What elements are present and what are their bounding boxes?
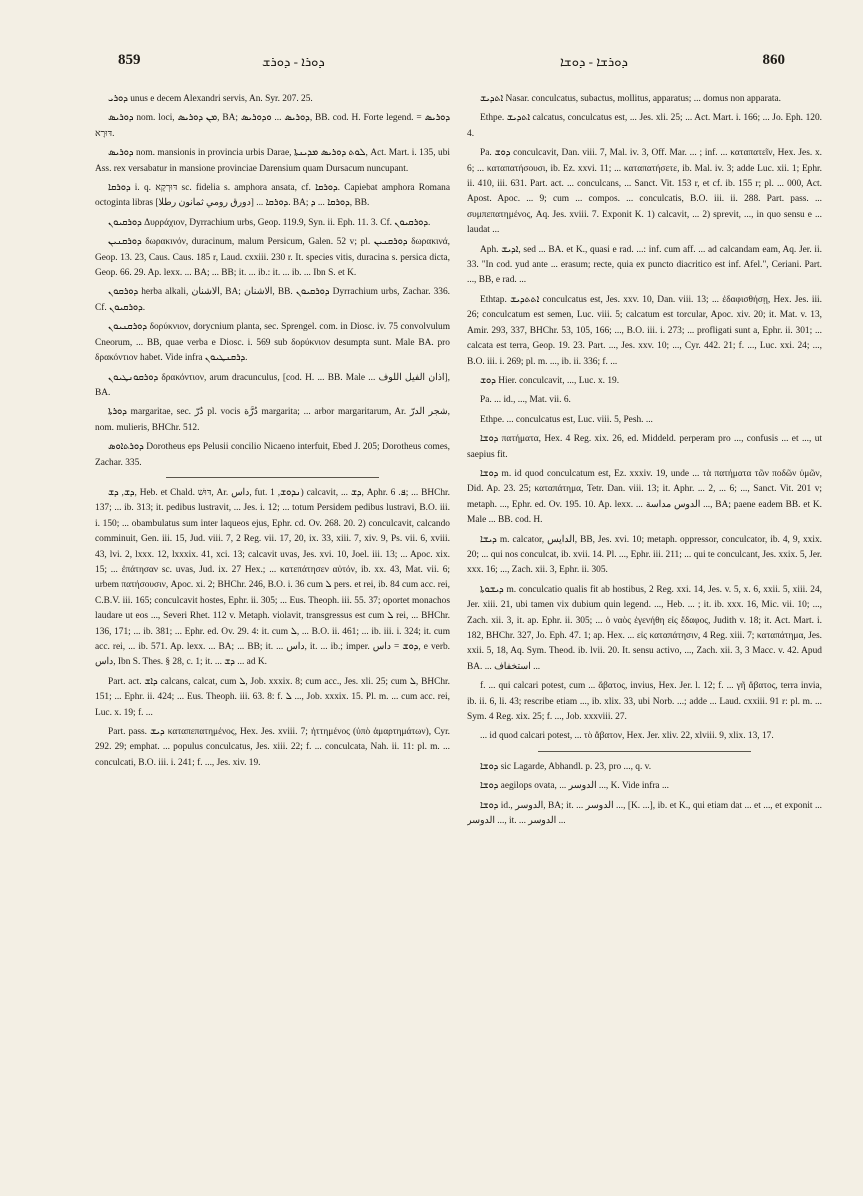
dictionary-entry: Pa. ܕܘܫ conculcavit, Dan. viii. 7, Mal. iv. 3, Off. Mar. ... ; inf. ... καταπατεῖν, Hex. Jes. x. 6; ... καταπατήσουσι, ib. Ez. xxvi. 11; ... καταπατήσετε, ib. Mal. iv. 3; adde Luc. xii. 1; Ephr. ii. 410, iii. 631. Part. act. ... conculcans, ... Sanct. Vit. 153 r, et cf. ib. 155 r; pl. ... 000, Act. Apost. Apoc. ... 9; cum ... compos. ... conculcatis, B.O. iii. ii. 288. Part. pass. ... συμπεπατημένος, Aq. Jes. xviii. 7. Exponit K. 1) calcavit, ... 2) sprevit, ..., in quo sensu e ... laudat ... xyxy=(467,148,822,236)
dictionary-entry: ܕܘܪܬܐ margaritae, sec. دُرّ pl. vocis دُرَّة margarita; ... arbor margaritarum, Ar. شجر الدرّ, nom. mulieris, BHChr. 512. xyxy=(95,407,450,433)
running-header xyxy=(0,52,863,76)
dictionary-entry: ܕܘܫܐ aegilops ovata, ... الدوسر ..., K. Vide infra ... xyxy=(480,781,669,792)
dictionary-entry: Ethpe. ... conculcatus est, Luc. viii. 5, Pesh. ... xyxy=(480,414,653,425)
dictionary-entry: ܕܘܪܬܐܘܣ Dorotheus eps Pelusii concilio Nicaeno interfuit, Ebed J. 205; Dorotheus comes, Zachar. 335. xyxy=(95,442,450,468)
dictionary-entry: ܕܘܫܐ m. id quod conculcatum est, Ez. xxxiv. 19, unde ... τὰ πατήματα τῶν ποδῶν ὑμῶν, Did. Ap. 23. 25; καταπάτημα, Tetr. Dan. viii. 13; it. Aphr. ... 2, ... 6; ..., Sanct. Vit. 201 v; metaph. ..., Ephr. ed. Ov. 195. 10. Ap. lexx. ... الدوس مداسة ..., BA; paene eadem BB. et K. Male ... BB. cod. H. xyxy=(467,468,822,526)
dictionary-entry: Ethpe. ܐܬܕܝܫ calcatus, conculcatus est, ... Jes. xli. 25; ... Act. Mart. i. 166; ... Jo. Eph. 120. 4. xyxy=(467,113,822,139)
dictionary-entry: Pa. ... id., ..., Mat. vii. 6. xyxy=(480,395,571,406)
dictionary-entry: ܕܘܪܩܝܘܢ Δυρράχιον, Dyrrachium urbs, Geop. 119.9, Syn. ii. Eph. 11. 3. Cf. ܕܘܪܩܝܘܢ. xyxy=(108,217,431,228)
right-block-2 xyxy=(467,760,822,830)
dictionary-entry: ܕܝܫܐ m. calcator, الدايس, BB, Jes. xvi. 10; metaph. oppressor, conculcator, ib. 4, 9, xxix. 20; ... qui nos conculcat, ib. xvii. 14. Pl. ..., Ephr. iii. 211; ... qui te conculcant, Jes. xxix. 5, Jer. xxx. 16; ..., Zach. xii. 3, Ephr. ii. 305. xyxy=(467,534,822,576)
dictionary-entry: Part. act. ܕܐܫ calcans, calcat, cum ܠ, Job. xxxix. 8; cum acc., Jes. xli. 25; cum ܠ, BHChr. 151; ... Ephr. ii. 424; ... Eus. Theoph. iii. 63. 8: f. ܠ ..., Job. xxxix. 15. Pl. m. ... cum acc. rei, Luc. x. 19; f. ... xyxy=(95,676,450,718)
dictionary-entry: ܕܘܪܝܣ nom. loci, ܡܢ ܕܘܪܝܣ, BA; ܕܘܪܝܣ ... ܘܕܘܪܝܣ, BB. cod. H. Forte legend. ܕܘܪܝܣ = דּוּרָא. xyxy=(95,113,450,139)
section-divider xyxy=(166,477,379,478)
dictionary-entry: ... id quod calcari potest, ... τὸ ἄβατον, Hex. Jer. xliv. 22, xlviii. 9, xlix. 13, 17. xyxy=(480,731,774,742)
right-running-headword: ܕܘܪܫܐ - ܕܘܫܐ xyxy=(560,54,628,69)
right-block-1 xyxy=(467,92,822,745)
dictionary-entry: Aph. ܐܕܝܫ, sed ... BA. et K., quasi e rad. ...: inf. cum aff. ... ad calcandam eam, Aq. Jer. ii. 33. "In cod. yud ante ... erasum; recte, quia ex puncto diacritico est inf. Afel.", Ceriani. Part. ..., BB, e rad. ... xyxy=(467,244,822,286)
dictionary-entry: ܕܘܪܩܘܢܛܝܘܢ δρακόντιον, arum dracunculus, [cod. H. ... BB. Male ... اذان الفيل اللوف], BA. xyxy=(95,372,450,398)
dictionary-entry: ܕܘܪܩܢܝܘܢ δορύκνιον, dorycnium planta, sec. Sprengel. com. in Diosc. iv. 75 convolvulum Cneorum, ... BB, quae verba e Diosc. i. 569 sub δορύκνιον desumpta sunt. Male BA. pro δρακόντιον habet. Vide infra ܕܪܩܢܛܝܘܢ. xyxy=(95,322,450,364)
right-page-number: 860 xyxy=(762,52,785,68)
dictionary-entry: ܕܝܫܘܬܐ m. conculcatio qualis fit ab hostibus, 2 Reg. xxi. 14, Jes. v. 5, x. 6, xxii. 5, xiii. 24, Jer. xiii. 21, ubi tamen vix dubium quin legend. ..., Heb. ... ; it. ib. xxx. 16, Mic. vii. 10; ..., Zach. xii. 3, it. ap. Ephr. ii. 305; ... ὁ ναὸς ἐγενήθη εἰς ἔδαφος, Judith v. 18; it. Act. Mart. i. 182, BHChr. 327, Jo. Eph. 47. 1; ap. Hex. ... εἰς καταπάτησιν, 4 Reg. xiii. 7; καταπάτημα, Jes. xxii. 5, 18, Aq. Sym. Theod. ib. lvii. 20. It. sensu activo, ..., Zach. xii. 3, 3 Macc. v. 42. Apud BA. ... استخفاف ... xyxy=(467,584,822,672)
right-column xyxy=(467,92,822,1182)
dictionary-entry: ܕܫ, ܕܫ, Heb. et Chald. דּוּשׁ, Ar. داس, fut. ܢܕܘܫ, 1) calcavit, ... ܕܫ, Aphr. ܦ. 6; ... BHChr. 137; ... ib. 313; it. pedibus lustravit, ... Jes. i. 12; ... totum Persidem pedibus lustravi, B.O. iii. i. 150; ... obambulatus sum inter laqueos ejus, Ephr. cd. Ov. 268. 20. 2) conculcavit, calcando comminuit, Gen. iii. 15, Jud. viii. 7, 2 Reg. vii. 17, 20, ix. 33, xiii. 7, xiv. 9, Ps. vii. 6, xviii. 43, lvi. 2, lxxx. 12, lxxxix. 41, xci. 13; calcavit uvas, Jes. xvi. 10, Joel. iii. 13; ... Apoc. xix. 15; ... ἐπάτησαν sc. uvas, Jud. ix. 27 Hex.; ... κατεπάτησεν αὐτόν, ib. xx. 43, Mat. vii. 6; urbem πατήσουσιν, Apoc. xi. 2; BHChr. 246, B.O. i. 36 cum ܠ pers. et rei, ib. 84 cum acc. rei, C.B.V. iii. 165; conculcavit hostes, Ephr. ii. 305; ... Eus. Theoph. iii. 55. 37; oportet monachos laudare ut eos ..., Severi Rhet. 112 v. Metaph. violavit, transgressus est cum ܠ rei, ... BHChr. 136, 171; ... ib. 381; ... Ephr. ed. Ov. 29. 4: it. cum ܠ, ... B.O. ii. 461; ... ib. iii. i. 324; it. cum acc. rei, ... ib. 571. Ap. lexx. ... BA; ... BB; it. ... داس, it. ... ib.; imper. ܕܘܫ = داس, e verb. داس, Ibn S. Thes. § 28, c. 1; it. ... ܕܫ ... ad K. xyxy=(95,487,450,668)
dictionary-entry: ܐܬܕܝܫ Nasar. conculcatus, subactus, mollitus, apparatus; ... domus non apparata. xyxy=(480,94,781,104)
left-page-number: 859 xyxy=(118,52,141,68)
left-running-headword: ܕܘܪܐ - ܕܘܪܫ xyxy=(262,54,325,69)
dictionary-entry: ܕܘܪܩܢܝܢ δωρακινόν, duracinum, malum Persicum, Galen. 52 v; pl. ܕܘܪܩܢܝܢ δωρακινά, Geop. 13. 23, Caus. Caus. 185 r, Laud. cxxiii. 230 r. It. species vitis, duracina s. persica dicta, Geop. 66. 29. Ap. lexx. ... BA; ... BB; it. ... ib.: it. ... ib. ... Ibn S. et K. xyxy=(95,237,450,279)
dictionary-entry: ܕܘܪܩܘܢ herba alkali, الاشنان, BA; الاشنان, BB. ܕܘܪܩܝܘܢ Dyrrachium urbs, Zachar. 336. Cf. ܕܘܪܩܝܘܢ. xyxy=(95,287,450,313)
dictionary-entry: ܕܘܪܩܐ i. q. דּוּרְקָא sc. fidelia s. amphora ansata, cf. ܕܘܪܩܐ. Capiebat amphora Romana octoginta libras ܕܘܪܩܐ ... [دورق رومي ثمانون رطلا]. BA; ܕܘܪܩܐ ... ܕ, BB. xyxy=(95,183,450,209)
dictionary-entry: ܕܘܫܐ id., الدوسر, BA; it. ... الدوسر ..., [K. ...], ib. et K., qui etiam dat ... et ..., et exponit ... الدوسر ..., it. ... الدوسر ... xyxy=(467,800,822,827)
dictionary-entry: ܕܘܪܝ unus e decem Alexandri servis, An. Syr. 207. 25. xyxy=(108,94,313,104)
left-column xyxy=(95,92,450,1182)
dictionary-entry: ܕܘܫܐ πατήματα, Hex. 4 Reg. xix. 26, ed. Middeld. perperam pro ..., confusis ... et ..., ut saepius fit. xyxy=(467,434,822,460)
left-block-1 xyxy=(95,92,450,471)
dictionary-entry: ܕܘܫ Hier. conculcavit, ..., Luc. x. 19. xyxy=(480,375,620,386)
dictionary-entry: Ethtap. ܐܬܬܕܝܫ conculcatus est, Jes. xxv. 10, Dan. viii. 13; ... ἐδαφισθήσῃ, Hex. Jes. iii. 26; conculcatum est semen, Luc. viii. 5; calcatum est torcular, Apoc. xiv. 20; it. Mat. v. 13, Amir. 293, 337, BHChr. 53, 105, 166; ..., B.O. iii. i. 273; ... profligati sunt a, Ephr. ii. 301; ... calcata est terra, Geop. 19. 23. Part. ..., Jes. xxv. 10; ..., Cyr. 442. 21; f. ..., Luc. xxi. 24; ..., B.O. iii. i. 269; pl. m. ..., ib. ii. 336; f. ... xyxy=(467,294,822,367)
dictionary-entry: f. ... qui calcari potest, cum ... ἄβατος, invius, Hex. Jer. l. 12; f. ... γῆ ἄβατος, terra invia, ib. ii. 6, li. 43; rescribe etiam ..., ib. xlix. 33, ubi Norb. ...; adde ... Laud. cxxiii. 91 r: pl. m. ... Sym. 4 Reg. xix. 25; f. ..., Job. xxxviii. 27. xyxy=(467,681,822,723)
dictionary-entry: ܕܘܫܐ sic Lagarde, Abhandl. p. 23, pro ..., q. v. xyxy=(480,761,652,772)
dictionary-entry: Part. pass. ܕܝܫ καταπεπατημένος, Hex. Jes. xviii. 7; ἡττημένος (ὑπὸ ἁμαρτημάτων), Cyr. 292. 29; emphat. ... populus conculcatus, Jes. xiii. 22; f. ... conculcata, Nah. ii. 11: pl. m. ... conculcati, B.O. iii. i. 241; f. ..., Jes. xiv. 19. xyxy=(95,727,450,768)
dictionary-entry: ܕܘܪܝܣ nom. mansionis in provincia urbis Darae, ܠܘܬ ܕܘܪܝܣ ܡܕܝܢܬܐ, Act. Mart. i. 135, ubi Ass. rex versabatur in mansione provinciae Darensium quam Dursacum nuncupant. xyxy=(95,148,450,174)
section-divider xyxy=(538,751,751,752)
left-block-2 xyxy=(95,486,450,771)
